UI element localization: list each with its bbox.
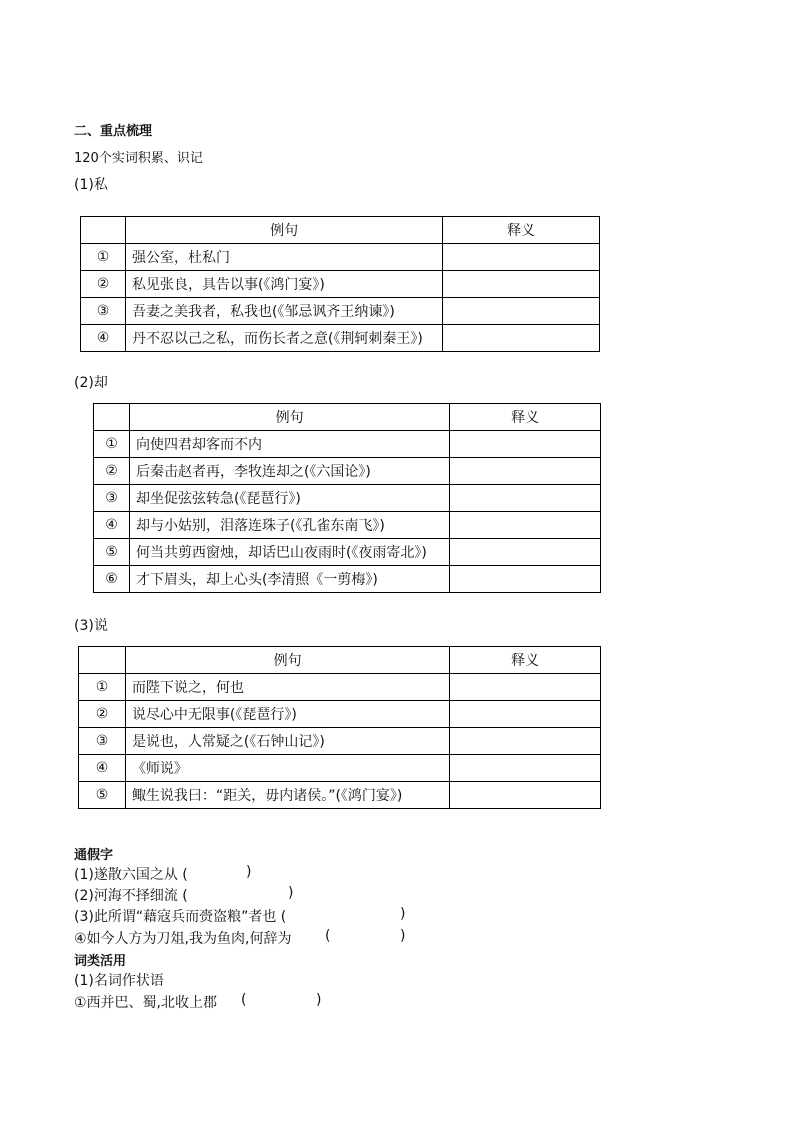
row-meaning-cell[interactable]	[450, 485, 601, 512]
row-num: ③	[94, 485, 130, 512]
row-num: ⑤	[79, 782, 126, 809]
row-sentence: 是说也，人常疑之(《石钟山记》)	[125, 728, 449, 755]
table-row	[94, 566, 601, 593]
row-num: ④	[94, 512, 130, 539]
row-num: ④	[81, 325, 126, 352]
row-num: ①	[81, 244, 126, 271]
table2-heading: (2)却	[74, 375, 108, 391]
row-meaning-cell[interactable]	[450, 782, 601, 809]
header-meaning: 释义	[450, 404, 601, 431]
cilei-sub: (1)名词作状语	[74, 973, 164, 989]
close-paren: )	[246, 864, 252, 880]
row-meaning-cell[interactable]	[443, 325, 600, 352]
tongjiazi-item-1: (1)遂散六国之从 (	[74, 867, 188, 883]
row-meaning-cell[interactable]	[443, 298, 600, 325]
row-sentence: 鲰生说我曰：“距关，毋内诸侯。”(《鸿门宴》)	[125, 782, 449, 809]
row-sentence: 强公室，杜私门	[125, 244, 442, 271]
row-sentence: 丹不忍以己之私，而伤长者之意(《荆轲刺秦王》)	[125, 325, 442, 352]
row-sentence: 吾妻之美我者，私我也(《邹忌讽齐王纳谏》)	[125, 298, 442, 325]
open-paren: (	[325, 928, 331, 944]
table-row	[94, 485, 601, 512]
row-num: ②	[94, 458, 130, 485]
table-row	[79, 755, 601, 782]
header-sentence: 例句	[125, 647, 449, 674]
table-si	[80, 216, 600, 352]
table-row	[94, 458, 601, 485]
table-que	[93, 403, 601, 593]
row-meaning-cell[interactable]	[450, 728, 601, 755]
row-meaning-cell[interactable]	[443, 271, 600, 298]
tongjiazi-item-3: (3)此所谓“藉寇兵而赍盗粮”者也 (	[74, 909, 287, 925]
row-num: ③	[81, 298, 126, 325]
header-sentence: 例句	[129, 404, 449, 431]
table3-heading: (3)说	[74, 618, 108, 634]
row-num: ②	[81, 271, 126, 298]
row-sentence: 私见张良，具告以事(《鸿门宴》)	[125, 271, 442, 298]
tongjiazi-item-2: (2)河海不择细流 (	[74, 888, 188, 904]
close-paren: )	[316, 992, 322, 1008]
tongjiazi-item-4: ④如今人方为刀俎,我为鱼肉,何辞为	[74, 931, 292, 947]
subtitle: 120个实词积累、识记	[74, 151, 203, 166]
row-sentence: 却坐促弦弦转急(《琵琶行》)	[129, 485, 449, 512]
row-meaning-cell[interactable]	[450, 701, 601, 728]
row-num: ①	[94, 431, 130, 458]
row-meaning-cell[interactable]	[450, 458, 601, 485]
row-sentence: 却与小姑别，泪落连珠子(《孔雀东南飞》)	[129, 512, 449, 539]
row-meaning-cell[interactable]	[450, 566, 601, 593]
table-row	[79, 782, 601, 809]
row-sentence: 后秦击赵者再，李牧连却之(《六国论》)	[129, 458, 449, 485]
close-paren: )	[400, 928, 406, 944]
row-sentence: 向使四君却客而不内	[129, 431, 449, 458]
table-row	[81, 244, 600, 271]
cilei-item-1: ①西并巴、蜀,北收上郡	[74, 995, 218, 1011]
table-row	[94, 431, 601, 458]
row-num: ①	[79, 674, 126, 701]
cilei-title: 词类活用	[74, 954, 127, 969]
row-meaning-cell[interactable]	[450, 755, 601, 782]
table-row	[79, 674, 601, 701]
header-sentence: 例句	[125, 217, 442, 244]
close-paren: )	[288, 885, 294, 901]
table-row	[81, 271, 600, 298]
row-sentence: 而陛下说之，何也	[125, 674, 449, 701]
row-meaning-cell[interactable]	[450, 431, 601, 458]
open-paren: (	[241, 992, 247, 1008]
table-row	[94, 539, 601, 566]
row-meaning-cell[interactable]	[443, 244, 600, 271]
row-sentence: 说尽心中无限事(《琵琶行》)	[125, 701, 449, 728]
row-meaning-cell[interactable]	[450, 512, 601, 539]
table-row	[81, 325, 600, 352]
row-num: ⑤	[94, 539, 130, 566]
row-sentence: 何当共剪西窗烛，却话巴山夜雨时(《夜雨寄北》)	[129, 539, 449, 566]
tongjiazi-title: 通假字	[74, 848, 114, 863]
row-sentence: 才下眉头，却上心头(李清照《一剪梅》)	[129, 566, 449, 593]
table-row	[81, 298, 600, 325]
row-sentence: 《师说》	[125, 755, 449, 782]
header-meaning: 释义	[450, 647, 601, 674]
section-title: 二、重点梳理	[74, 124, 153, 139]
row-meaning-cell[interactable]	[450, 674, 601, 701]
header-num	[94, 404, 130, 431]
table-row	[94, 512, 601, 539]
table1-heading: (1)私	[74, 177, 108, 193]
row-num: ④	[79, 755, 126, 782]
table-row	[79, 728, 601, 755]
header-num	[79, 647, 126, 674]
row-num: ②	[79, 701, 126, 728]
header-meaning: 释义	[443, 217, 600, 244]
header-num	[81, 217, 126, 244]
table-row	[79, 701, 601, 728]
close-paren: )	[400, 906, 406, 922]
row-meaning-cell[interactable]	[450, 539, 601, 566]
row-num: ⑥	[94, 566, 130, 593]
row-num: ③	[79, 728, 126, 755]
table-shuo	[78, 646, 601, 809]
